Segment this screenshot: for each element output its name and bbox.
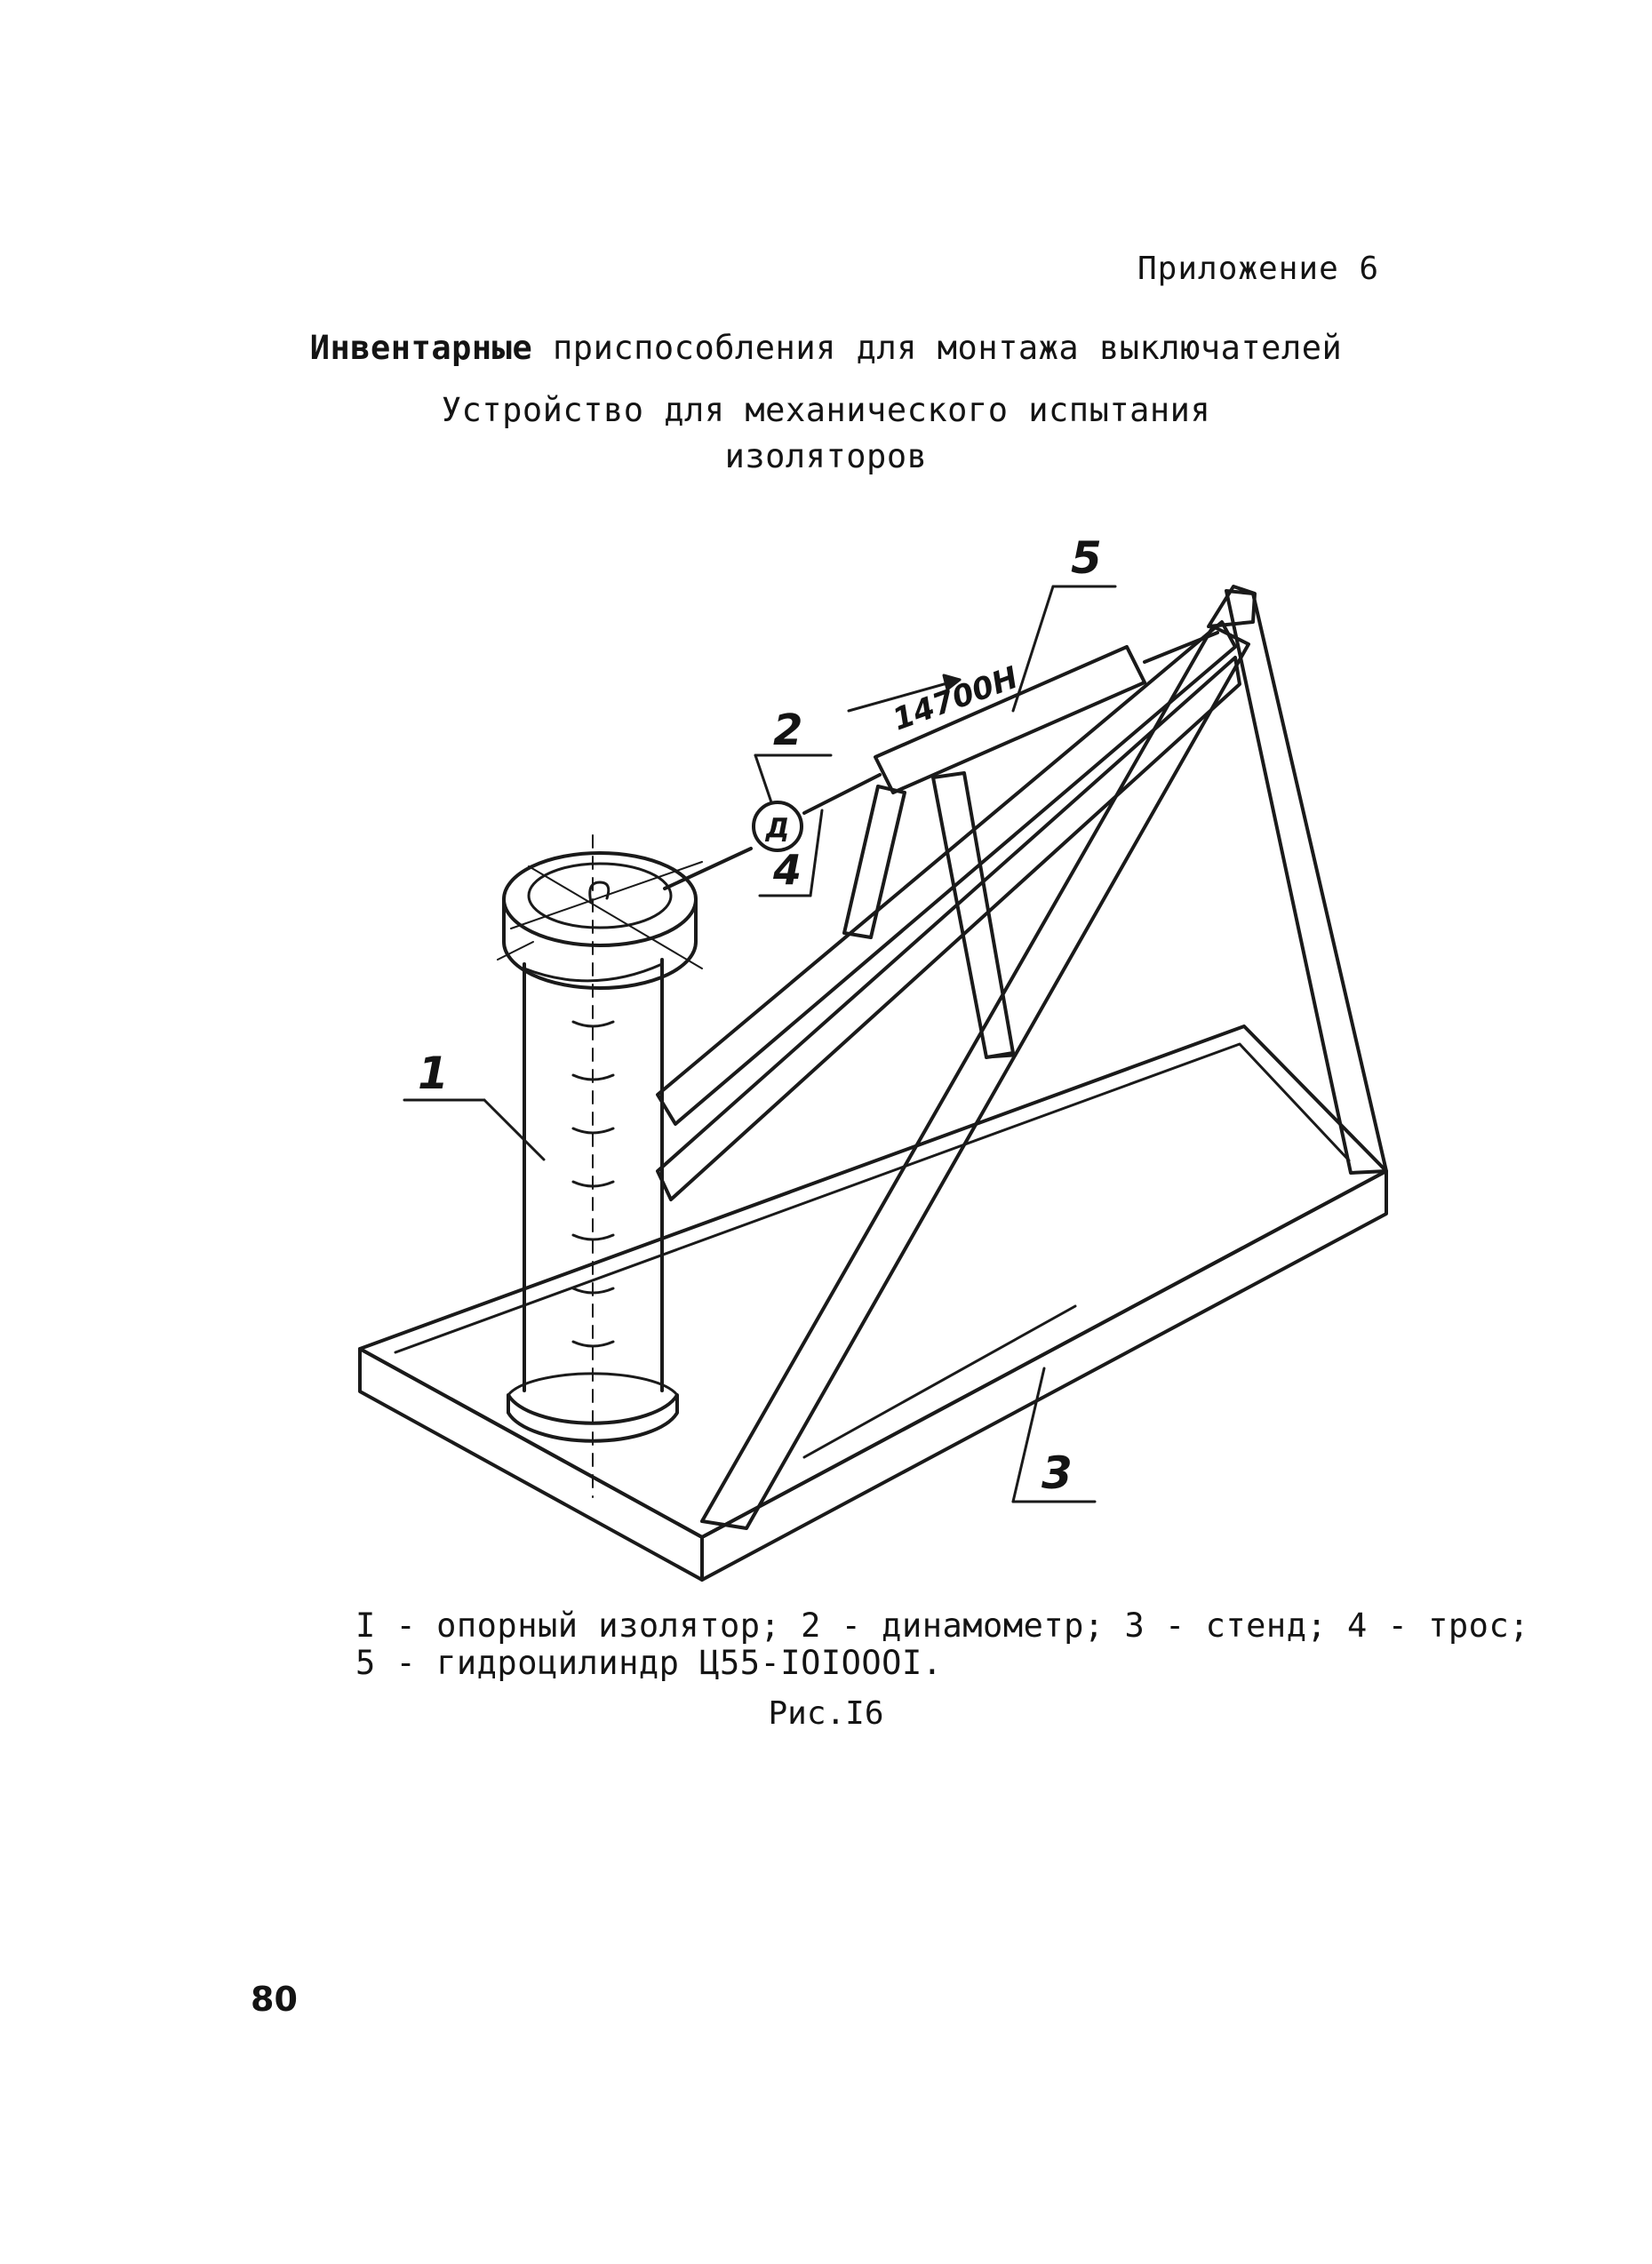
cable-to-insulator xyxy=(665,849,751,889)
document-subtitle-line2: изоляторов xyxy=(724,437,928,475)
callout-5 xyxy=(1013,532,1115,711)
appendix-label: Приложение 6 xyxy=(1137,251,1380,287)
callout-number-2: 2 xyxy=(773,706,803,755)
top-flange-inner xyxy=(529,864,671,928)
title-rest: приспособления для монтажа выключателей xyxy=(532,329,1343,367)
callout-3 xyxy=(1013,1368,1095,1502)
legend-line-1: I - опорный изолятор; 2 - динамометр; 3 - стенд; 4 - трос; xyxy=(355,1606,1530,1645)
rear-post xyxy=(1226,591,1386,1173)
cable-assembly xyxy=(665,775,880,889)
legend-line-2: 5 - гидроцилиндр Ц55-IOIOOOI. xyxy=(355,1644,943,1682)
base-top-face xyxy=(360,1026,1386,1537)
figure-caption: Рис.I6 xyxy=(768,1695,884,1732)
force-label: 14700Н xyxy=(888,659,1023,738)
support-insulator xyxy=(498,835,702,1497)
base-cross-rail xyxy=(804,1306,1075,1457)
front-diagonal-brace xyxy=(702,626,1249,1528)
rod-end xyxy=(1127,647,1145,682)
strut-foot xyxy=(986,1056,1013,1057)
lower-beam xyxy=(658,658,1240,1200)
base-front-face xyxy=(360,1349,702,1580)
top-flange-outer xyxy=(504,853,696,945)
page-number: 80 xyxy=(251,1980,298,2019)
callout-2 xyxy=(755,706,831,802)
support-strut-left xyxy=(844,786,905,937)
callout-number-3: 3 xyxy=(1041,1447,1073,1499)
title-bold-word: Инвентарные xyxy=(309,329,533,367)
dynamometer-letter: Д xyxy=(765,813,790,844)
document-subtitle-line1: Устройство для механического испытания xyxy=(441,391,1211,429)
callout-number-4: 4 xyxy=(773,846,802,894)
callout-number-1: 1 xyxy=(418,1048,449,1099)
callout-number-5: 5 xyxy=(1071,532,1102,584)
base-right-face xyxy=(702,1171,1386,1580)
cable-to-cylinder xyxy=(804,775,880,813)
